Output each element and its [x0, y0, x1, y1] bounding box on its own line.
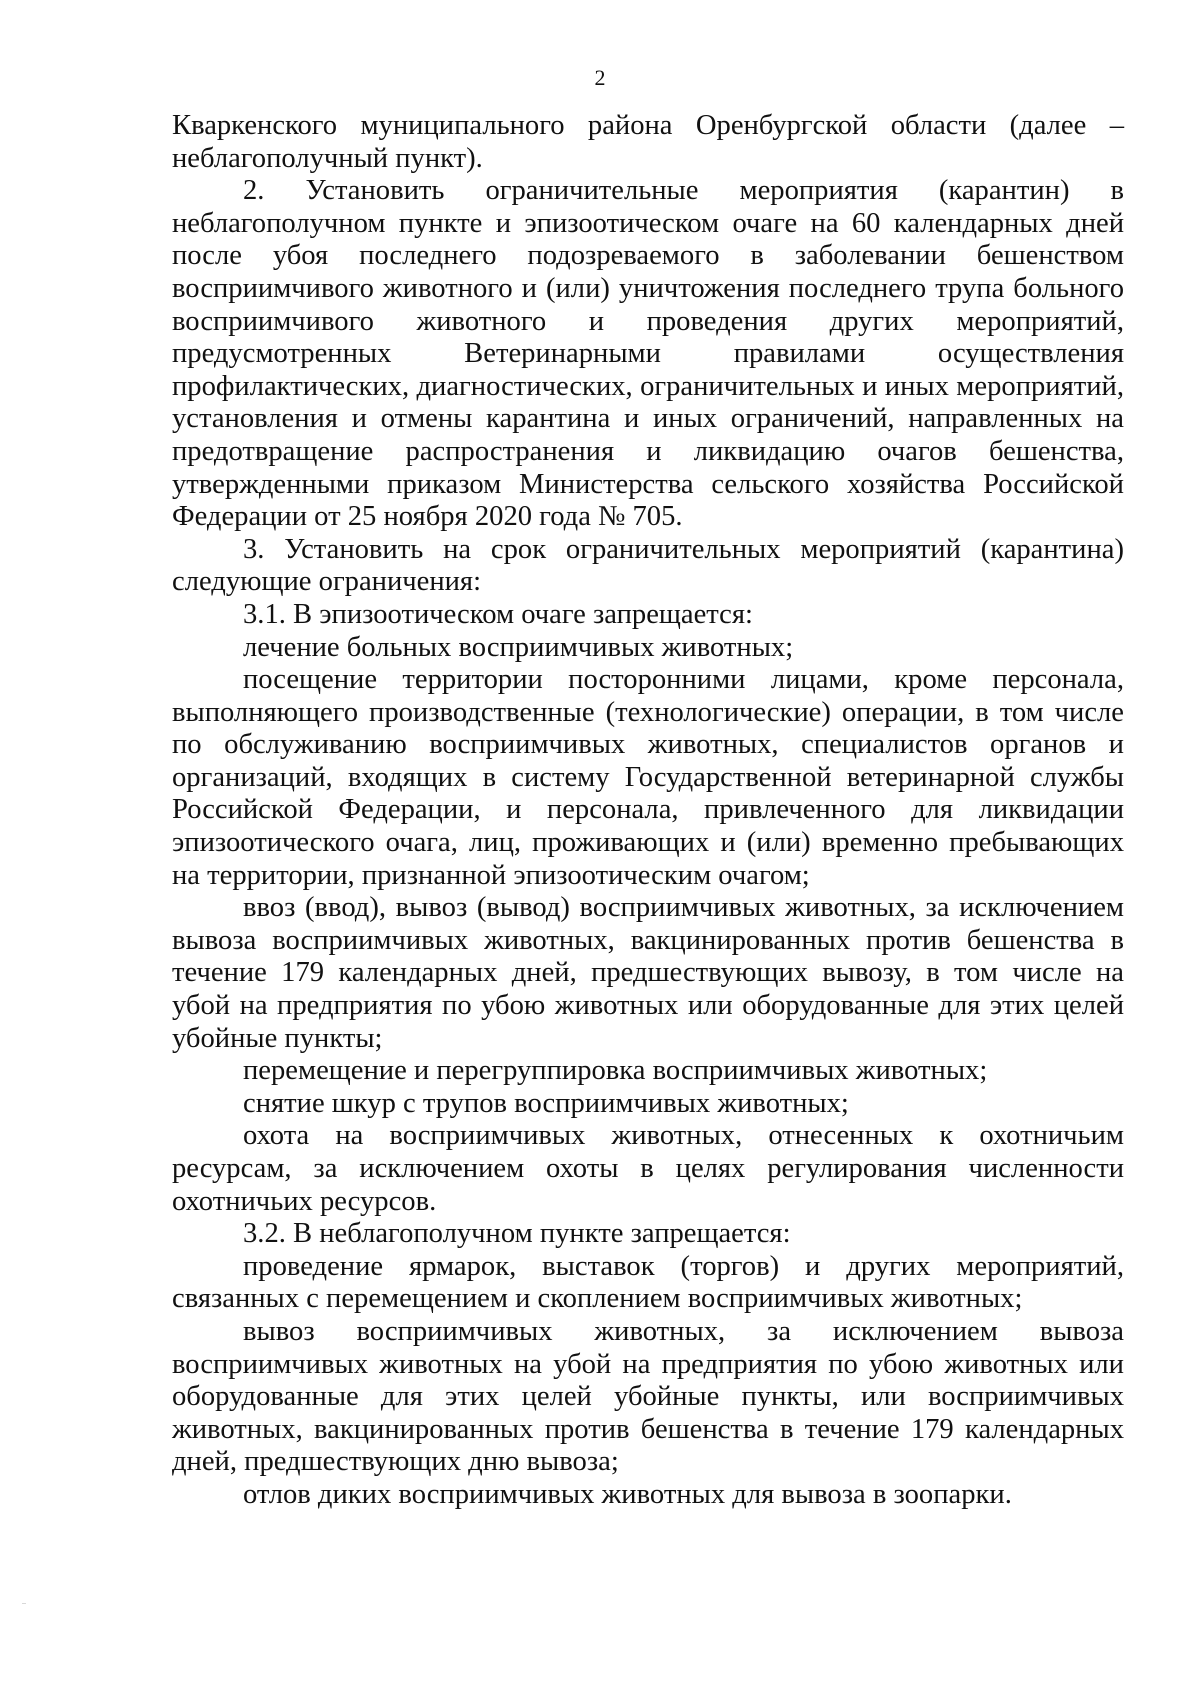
- paragraph-item-3: 3. Установить на срок ограничительных мероприятий (карантина) следующие ограничения:: [172, 533, 1124, 598]
- restriction-item: посещение территории посторонними лицами, кроме персонала, выполняющего производственные (технологические) операции, в том числе по обслуживанию восприимчивых животных, специалистов органов и организаций, входящих в систему Государственной ветеринарной службы Российской Федерации, и персонала, привлеченного для ликвидации эпизоотического очага, лиц, проживающих и (или) временно пребывающих на территории, признанной эпизоотическим очагом;: [172, 664, 1124, 891]
- subsection-3-1-heading: 3.1. В эпизоотическом очаге запрещается:: [243, 598, 753, 630]
- restriction-item: отлов диких восприимчивых животных для вывоза в зоопарки.: [243, 1478, 1012, 1510]
- restriction-item: проведение ярмарок, выставок (торгов) и других мероприятий, связанных с перемещением и скоплением восприимчивых животных;: [172, 1250, 1124, 1315]
- subsection-3-2-heading: 3.2. В неблагополучном пункте запрещается:: [243, 1218, 791, 1250]
- scan-mark: [22, 1603, 26, 1604]
- paragraph-continuation: Кваркенского муниципального района Оренбургской области (далее – неблагополучный пункт).: [172, 110, 1124, 174]
- document-body: [172, 110, 1124, 1512]
- restriction-item: снятие шкур с трупов восприимчивых животных;: [243, 1087, 849, 1119]
- restriction-item: перемещение и перегруппировка восприимчивых животных;: [243, 1055, 988, 1087]
- page-number: 2: [594, 65, 606, 90]
- restriction-item: лечение больных восприимчивых животных;: [243, 631, 794, 663]
- paragraph-item-2: 2. Установить ограничительные мероприятия (карантин) в неблагополучном пункте и эпизоотическом очаге на 60 календарных дней после убоя последнего подозреваемого в заболевании бешенством восприимчивого животного и (или) уничтожения последнего трупа больного восприимчивого животного и проведения других мероприятий, предусмотренных Ветеринарными правилами осуществления профилактических, диагностических, ограничительных и иных мероприятий, установления и отмены карантина и иных ограничений, направленных на предотвращение распространения и ликвидацию очагов бешенства, утвержденными приказом Министерства сельского хозяйства Российской Федерации от 25 ноября 2020 года № 705.: [172, 175, 1124, 533]
- restriction-item: охота на восприимчивых животных, отнесенных к охотничьим ресурсам, за исключением охоты в целях регулирования численности охотничьих ресурсов.: [172, 1120, 1124, 1217]
- restriction-item: вывоз восприимчивых животных, за исключением вывоза восприимчивых животных на убой на предприятия по убою животных или оборудованные для этих целей убойные пункты, или восприимчивых животных, вакцинированных против бешенства в течение 179 календарных дней, предшествующих дню вывоза;: [172, 1315, 1124, 1478]
- restriction-item: ввоз (ввод), вывоз (вывод) восприимчивых животных, за исключением вывоза восприимчивых животных, вакцинированных против бешенства в течение 179 календарных дней, предшествующих вывозу, в том числе на убой на предприятия по убою животных или оборудованные для этих целей убойные пункты;: [172, 892, 1124, 1054]
